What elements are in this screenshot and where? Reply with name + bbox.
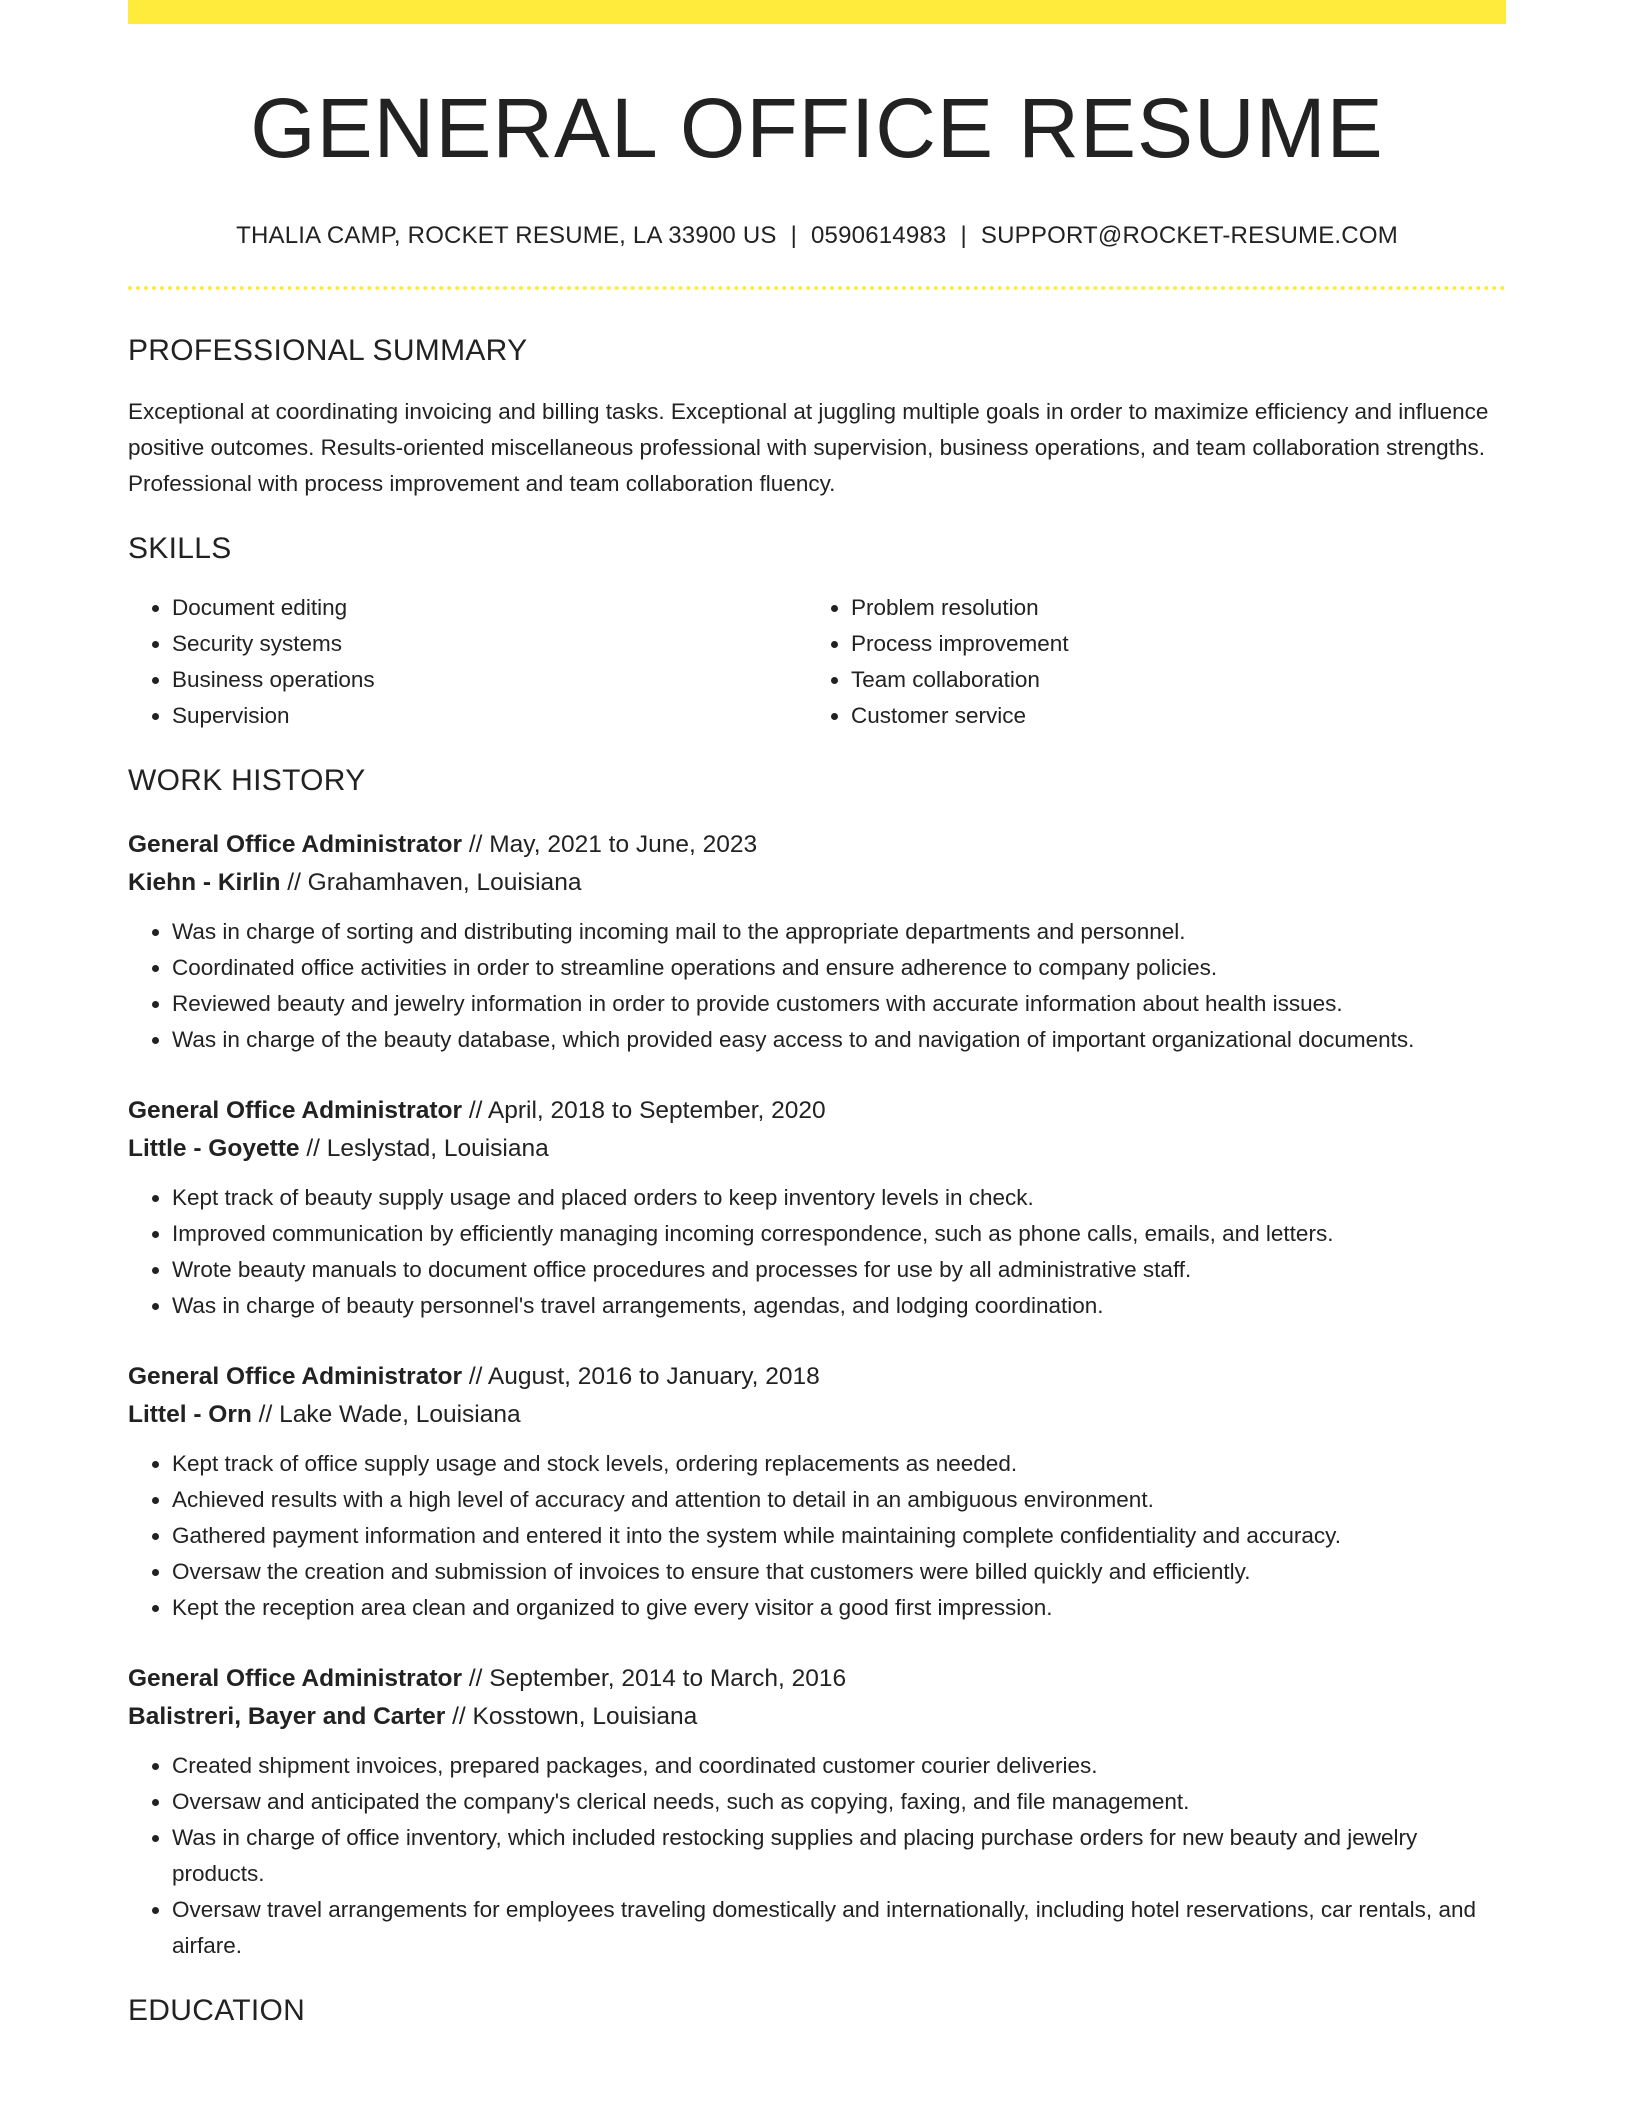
job-bullet: • Improved communication by efficiently managing incoming correspondence, such as phone calls, emails, and letters. (172, 1216, 1506, 1252)
job-title-line (128, 1358, 1506, 1396)
job-company-line (128, 1396, 1506, 1434)
skills-column-left (128, 590, 807, 734)
job-bullets (128, 1748, 1506, 1964)
job-bullet: • Was in charge of the beauty database, which provided easy access to and navigation of important organizational documents. (172, 1022, 1506, 1058)
skills-grid (128, 590, 1506, 734)
job-entry (128, 1092, 1506, 1324)
job-bullet: • Oversaw and anticipated the company's clerical needs, such as copying, faxing, and file management. (172, 1784, 1506, 1820)
job-company: Littel - Orn (128, 1401, 252, 1429)
contact-separator: | (790, 222, 797, 250)
job-bullet: • Was in charge of beauty personnel's travel arrangements, agendas, and lodging coordination. (172, 1288, 1506, 1324)
job-dates: // May, 2021 to June, 2023 (462, 831, 758, 859)
job-bullet: • Kept the reception area clean and organized to give every visitor a good first impression. (172, 1590, 1506, 1626)
job-bullet: • Wrote beauty manuals to document office procedures and processes for use by all administrative staff. (172, 1252, 1506, 1288)
job-bullet: • Kept track of office supply usage and stock levels, ordering replacements as needed. (172, 1446, 1506, 1482)
job-bullet: • Was in charge of office inventory, which included restocking supplies and placing purchase orders for new beauty and jewelry products. (172, 1820, 1506, 1892)
skill-item: • Security systems (172, 626, 807, 662)
job-entry (128, 1358, 1506, 1626)
job-dates: // April, 2018 to September, 2020 (462, 1097, 826, 1125)
job-bullet: • Was in charge of sorting and distributing incoming mail to the appropriate departments and personnel. (172, 914, 1506, 950)
contact-email: SUPPORT@ROCKET-RESUME.COM (980, 222, 1398, 250)
contact-separator: | (960, 222, 967, 250)
job-bullets (128, 1446, 1506, 1626)
job-bullet: • Gathered payment information and entered it into the system while maintaining complete confidentiality and accuracy. (172, 1518, 1506, 1554)
job-location: // Leslystad, Louisiana (299, 1135, 549, 1163)
contact-phone: 0590614983 (811, 222, 947, 250)
job-bullet: • Achieved results with a high level of accuracy and attention to detail in an ambiguous environment. (172, 1482, 1506, 1518)
job-company: Little - Goyette (128, 1135, 300, 1163)
skills-heading: SKILLS (128, 532, 232, 566)
contact-address: THALIA CAMP, ROCKET RESUME, LA 33900 US (236, 222, 777, 250)
job-bullet: • Oversaw travel arrangements for employees traveling domestically and internationally, including hotel reservations, car rentals, and airfare. (172, 1892, 1506, 1964)
resume-title: GENERAL OFFICE RESUME (250, 81, 1384, 175)
job-title-line (128, 1092, 1506, 1130)
education-heading: EDUCATION (128, 1994, 306, 2028)
job-entry (128, 1660, 1506, 1964)
skill-item: • Document editing (172, 590, 807, 626)
skill-item: • Team collaboration (851, 662, 1486, 698)
job-dates: // August, 2016 to January, 2018 (462, 1363, 820, 1391)
contact-line (128, 222, 1506, 250)
skill-item: • Problem resolution (851, 590, 1486, 626)
job-company-line (128, 1698, 1506, 1736)
skill-item: • Supervision (172, 698, 807, 734)
job-bullet: • Coordinated office activities in order to streamline operations and ensure adherence to company policies. (172, 950, 1506, 986)
summary-text: Exceptional at coordinating invoicing and billing tasks. Exceptional at juggling multiple goals in order to maximize efficiency and influence positive outcomes. Results-oriented miscellaneous professional with supervision, business operations, and team collaboration strengths. Professional with process improvement and team collaboration fluency. (128, 399, 1489, 497)
job-company: Balistreri, Bayer and Carter (128, 1703, 446, 1731)
job-location: // Lake Wade, Louisiana (251, 1401, 521, 1429)
job-entry (128, 826, 1506, 1058)
dotted-divider (128, 286, 1506, 290)
job-bullets (128, 914, 1506, 1058)
job-title-line (128, 1660, 1506, 1698)
job-location: // Kosstown, Louisiana (445, 1703, 698, 1731)
job-title-line (128, 826, 1506, 864)
job-bullet: • Reviewed beauty and jewelry information in order to provide customers with accurate information about health issues. (172, 986, 1506, 1022)
job-title: General Office Administrator (128, 1363, 463, 1391)
resume-page (128, 0, 1506, 2028)
skills-column-right (807, 590, 1486, 734)
work-history-heading: WORK HISTORY (128, 764, 366, 798)
skill-item: • Business operations (172, 662, 807, 698)
skill-item: • Customer service (851, 698, 1486, 734)
job-location: // Grahamhaven, Louisiana (280, 869, 582, 897)
skill-item: • Process improvement (851, 626, 1486, 662)
job-title: General Office Administrator (128, 1665, 463, 1693)
job-dates: // September, 2014 to March, 2016 (462, 1665, 847, 1693)
job-bullet: • Created shipment invoices, prepared packages, and coordinated customer courier deliveries. (172, 1748, 1506, 1784)
job-company: Kiehn - Kirlin (128, 869, 281, 897)
job-title: General Office Administrator (128, 1097, 463, 1125)
job-bullets (128, 1180, 1506, 1324)
job-bullet: • Kept track of beauty supply usage and placed orders to keep inventory levels in check. (172, 1180, 1506, 1216)
job-title: General Office Administrator (128, 831, 463, 859)
job-company-line (128, 1130, 1506, 1168)
top-accent-bar (128, 0, 1506, 24)
job-company-line (128, 864, 1506, 902)
job-bullet: • Oversaw the creation and submission of invoices to ensure that customers were billed quickly and efficiently. (172, 1554, 1506, 1590)
summary-heading: PROFESSIONAL SUMMARY (128, 334, 528, 368)
